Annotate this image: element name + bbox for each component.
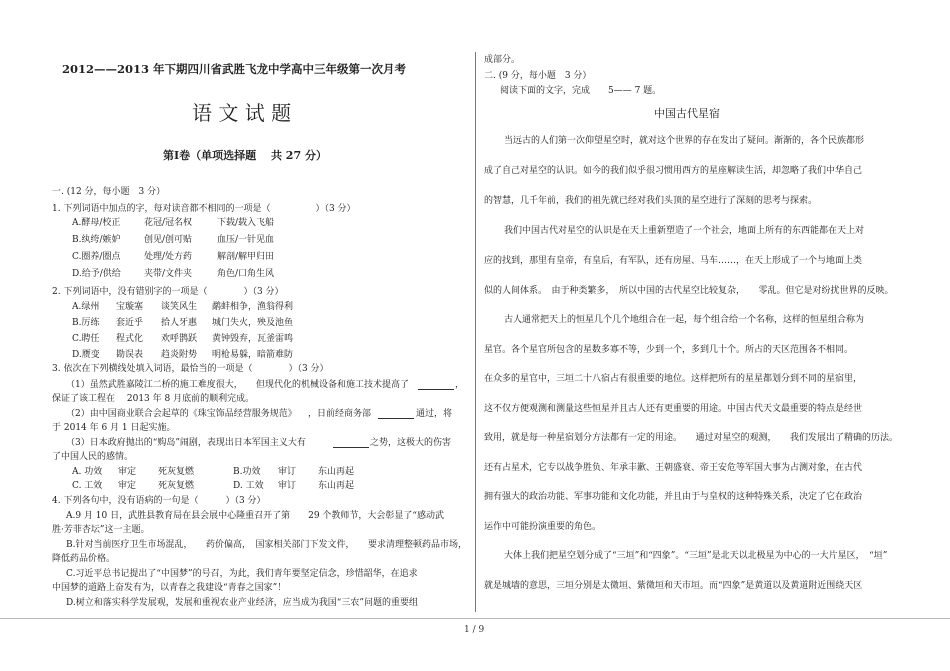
- q3-sentence-1c: ，: [455, 380, 465, 390]
- q4-option-c-line-2: 中国梦的道路上奋发有为，以青春之我建设“青春之国家”！: [52, 583, 287, 593]
- article-title: 中国古代星宿: [654, 107, 720, 120]
- section-two-instruction: 阅读下面的文字，完成 5—— 7 题。: [500, 86, 662, 96]
- q3-sentence-3b: 之势，这极大的伤害: [370, 438, 452, 448]
- q3-option-a-1: A. 功效: [72, 467, 103, 477]
- question-3: 3. 依次在下列横线处填入词语，最恰当的一项是（ ）（3 分）: [52, 364, 329, 374]
- q2-option-d-2: 勘误表: [116, 350, 144, 360]
- article-line: 的智慧，几千年前，我们的祖先就已经对我们头顶的星空进行了深刻的思考与探索。: [484, 196, 818, 206]
- q3-sentence-3a: （3）日本政府抛出的“购岛”闹剧，表现出日本军国主义大有: [66, 438, 306, 448]
- q1-option-a-2: 花冠/冠名权: [144, 218, 193, 228]
- column-divider: [475, 52, 476, 612]
- q2-option-d-4: 明枪易躲，暗箭难防: [212, 350, 294, 360]
- question-1: 1. 下列词语中加点的字，每对读音都不相同的一项是（ ）（3 分）: [52, 204, 356, 214]
- question-2: 2. 下列词语中，没有错别字的一项是（ ）（3 分）: [52, 287, 284, 297]
- article-line: 似的人间体系。 由于种类繁多， 所以中国的古代星空比较复杂， 零乱。但它是对纷扰世界的反映。: [484, 286, 894, 296]
- q2-option-a-4: 鹬蚌相争，渔翁得利: [212, 302, 294, 312]
- article-line: 致用，就是每一种星宿划分方法都有一定的用途。 通过对星空的观测， 我们发展出了精确的历法。: [484, 433, 899, 443]
- article-line: 当远古的人们第一次仰望星空时，就对这个世界的存在发出了疑问。渐渐的，各个民族都形: [504, 136, 865, 146]
- section-two-heading: 二. (9 分，每小题 3 分）: [484, 71, 592, 81]
- article-line: 就是城墙的意思，三垣分别是太微垣、紫微垣和天市垣。而“四象”是黄道以及黄道附近围绕天区: [484, 581, 863, 591]
- article-line: 还有占星术，它专以战争胜负、年承丰歉、王朝盛衰、帝王安危等军国大事为占测对象，在古代: [484, 463, 863, 473]
- article-line: 星官。各个星官所包含的星数多寡不等，少到一个，多到几十个。所占的天区范围各不相同。: [484, 345, 854, 355]
- exam-header: 2012——2013 年下期四川省武胜飞龙中学高中三年级第一次月考: [62, 62, 407, 76]
- q2-option-c-2: 程式化: [116, 334, 144, 344]
- q4-option-c-line-1: C.习近平总书记提出了“中国梦”的号召，为此，我们青年要坚定信念，珍惜韶华，在追求: [66, 569, 418, 579]
- article-line: 应的找到，那里有皇帝，有皇后，有军队，还有房屋、马车……，在天上形成了一个与地面上类: [484, 256, 863, 266]
- q1-option-c-3: 解剖/解甲归田: [217, 252, 275, 262]
- question-4: 4. 下列各句中，没有语病的一句是（ ）（3 分）: [52, 496, 266, 506]
- q3-sentence-3c: 了中国人民的感情。: [52, 452, 134, 462]
- q1-option-c-2: 处理/处方药: [144, 252, 193, 262]
- q3-option-d-3: 东山再起: [318, 481, 355, 491]
- q3-option-a-2: 审定: [118, 467, 137, 477]
- article-line: 我们中国古代对星空的认识是在天上重新塑造了一个社会，地面上所有的东西能都在天上对: [504, 226, 865, 236]
- q1-option-b-2: 创见/创可贴: [144, 235, 193, 245]
- article-line: 拥有强大的政治功能、军事功能和文化功能，并且由于与皇权的这种特殊关系，决定了它在政治: [484, 492, 863, 502]
- q3-option-c-3: 死灰复燃: [158, 481, 195, 491]
- q3-option-b-3: 东山再起: [318, 467, 355, 477]
- footer-rule: [0, 618, 950, 619]
- q4-option-b-line-2: 降低药品价格。: [52, 554, 116, 564]
- q2-option-a-2: 宝璇塞: [116, 302, 144, 312]
- q2-option-b-3: 拾人牙惠: [161, 318, 198, 328]
- q3-option-d-1: D. 工效: [233, 481, 264, 491]
- section-one-heading: 一. (12 分，每小题 3 分）: [52, 187, 166, 197]
- q3-option-c-2: 审定: [118, 481, 137, 491]
- q2-option-c-1: C.聘任: [72, 334, 100, 344]
- q1-option-c-1: C.圈养/圈点: [72, 252, 121, 262]
- q4-option-a-line-1: A.9 月 10 日，武胜县教育局在县会展中心隆重召开了第 29 个教师节，大会彰显了“感动武: [66, 511, 445, 521]
- q2-option-b-1: B.厉练: [72, 318, 100, 328]
- article-line: 在众多的星官中，三垣二十八宿占有很重要的地位。这样把所有的星星都划分到不同的星宿里，: [484, 374, 863, 384]
- q2-option-b-4: 城门失火，殃及池鱼: [212, 318, 294, 328]
- q2-option-b-2: 套近乎: [116, 318, 144, 328]
- q3-option-c-1: C. 工效: [72, 481, 103, 491]
- q2-option-c-4: 黄钟毁弃，瓦釜雷鸣: [212, 334, 294, 344]
- q2-option-a-3: 谈笑风生: [161, 302, 198, 312]
- q3-option-b-1: B.功效: [233, 467, 261, 477]
- q3-sentence-1a: （1）虽然武胜嘉陵江二桥的施工难度很大，: [66, 380, 243, 390]
- q3-blank-3: [333, 438, 369, 448]
- q3-option-b-2: 审订: [278, 467, 297, 477]
- article-line: 大体上我们把星空划分成了“三垣”和“四象”。“三垣”是北天以北极星为中心的一大片星区， “垣”: [504, 551, 888, 561]
- q3-sentence-2d: 于 2014 年 6 月 1 日起实施。: [52, 423, 176, 433]
- q4-option-b-line-1: B.针对当前医疗卫生市场混乱， 药价偏高， 国家相关部门下发文件， 要求清理整顿药品市场，: [66, 540, 467, 550]
- article-line: 这不仅方便观测和测量这些恒星并且古人还有更重要的用途。中国古代天文最重要的特点是经世: [484, 404, 863, 414]
- q1-option-a-3: 下载/载入飞船: [217, 218, 275, 228]
- q2-option-a-1: A.绿州: [72, 302, 100, 312]
- q3-option-a-3: 死灰复燃: [158, 467, 195, 477]
- q3-sentence-2a: （2）由中国商业联合会起草的《珠宝饰品经营服务规范》: [66, 409, 297, 419]
- q3-sentence-2c: 通过，将: [416, 409, 453, 419]
- q3-sentence-1d: 保证了该工程在 2013 年 8 月底前的顺利完成。: [52, 394, 255, 404]
- q1-option-d-1: D.给予/供给: [72, 269, 121, 279]
- q2-option-c-3: 欢呼鹊跃: [161, 334, 198, 344]
- q1-option-b-1: B.纨绔/嫉妒: [72, 235, 121, 245]
- q1-option-a-1: A.酵母/校正: [72, 218, 121, 228]
- q3-blank-2: [378, 409, 414, 419]
- q1-option-d-3: 角色/口角生风: [217, 269, 275, 279]
- page-number: 1 / 9: [464, 625, 485, 635]
- q3-blank-1: [418, 380, 454, 390]
- q1-option-d-2: 夹带/文件夹: [144, 269, 193, 279]
- q3-sentence-1b: 但现代化的机械设备和施工技术提高了: [256, 380, 410, 390]
- article-line: 运作中可能扮演重要的角色。: [484, 522, 602, 532]
- right-continuation: 成部分。: [484, 55, 521, 65]
- article-line: 古人通常把天上的恒星几个几个地组合在一起，每个组合给一个名称，这样的恒星组合称为: [504, 315, 865, 325]
- part-one-heading: 第Ⅰ卷（单项选择题 共 27 分）: [163, 149, 327, 162]
- q4-option-d-line-1: D.树立和落实科学发展观，发展和重视农业产业经济，应当成为我国“三农”问题的重要组: [66, 598, 418, 608]
- page-title: 语 文 试 题: [192, 101, 292, 125]
- q1-option-b-3: 血压/一针见血: [217, 235, 275, 245]
- q2-option-d-1: D.赝变: [72, 350, 100, 360]
- q2-option-d-3: 趋炎附势: [161, 350, 198, 360]
- article-line: 成了自己对星空的认识。如今的我们似乎很习惯用西方的星座解读生活，却忽略了我们中华自己: [484, 166, 863, 176]
- q3-sentence-2b: ，日前经商务部: [308, 409, 372, 419]
- q4-option-a-line-2: 胜·芳菲杏坛”这一主题。: [52, 525, 150, 535]
- q3-option-d-2: 审订: [278, 481, 297, 491]
